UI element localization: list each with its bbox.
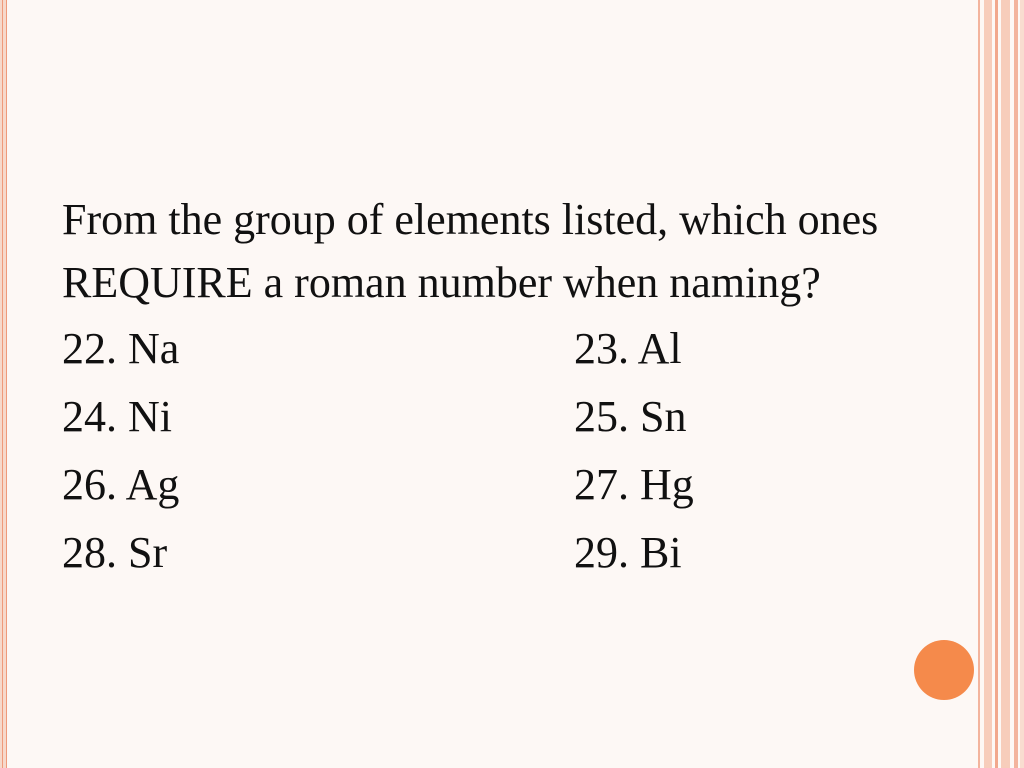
list-item: 23. Al: [574, 324, 682, 373]
left-border-line: [2, 0, 3, 768]
border-stripe: [995, 0, 998, 768]
slide-body: [62, 188, 942, 584]
accent-circle: [914, 640, 974, 700]
list-item: 24. Ni: [62, 392, 172, 441]
right-border-decoration: [978, 0, 1024, 768]
border-stripe: [1020, 0, 1024, 768]
border-stripe: [978, 0, 980, 768]
list-item: 27. Hg: [574, 460, 694, 509]
border-stripe: [1001, 0, 1010, 768]
left-border-decoration: [0, 0, 7, 768]
list-item: 28. Sr: [62, 528, 168, 577]
list-item: 29. Bi: [574, 528, 682, 577]
list-item: 22. Na: [62, 324, 180, 373]
left-border-line: [6, 0, 7, 768]
border-stripe: [1014, 0, 1018, 768]
question-text: From the group of elements listed, which ones REQUIRE a roman number when naming?: [62, 195, 879, 307]
element-list: [62, 317, 942, 584]
list-item: 25. Sn: [574, 392, 687, 441]
list-item: 26. Ag: [62, 460, 180, 509]
border-stripe: [984, 0, 992, 768]
